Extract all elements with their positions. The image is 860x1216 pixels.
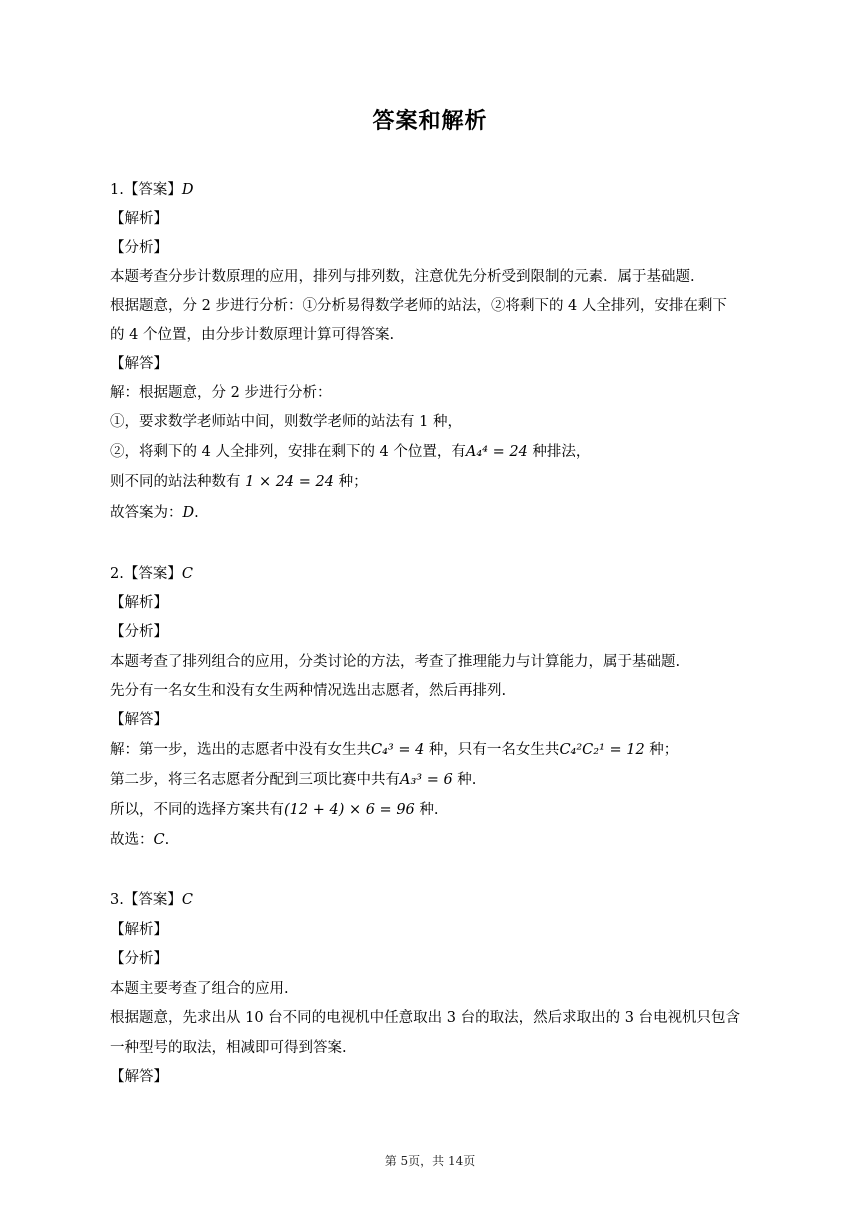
q2-sol1-formula: C₄³ = 4 [371,742,425,758]
q2-sol3-formula: (12 + 4) × 6 = 96 [284,802,415,818]
q2-answer-line [110,564,760,584]
q1-solution-3 [110,442,760,462]
q1-solution-5 [110,503,760,523]
q1-jieda: 【解答】 [110,356,168,372]
q2-sol1-text-a: 解：第一步，选出的志愿者中没有女生共 [110,742,371,758]
q1-sol3-formula: A₄⁴ = 24 [465,444,528,460]
q2-sol2-text-a: 第二步，将三名志愿者分配到三项比赛中共有 [110,772,400,788]
q2-fenxi-text-1: 本题考查了排列组合的应用，分类讨论的方法，考查了推理能力与计算能力，属于基础题. [110,654,681,670]
q2-jieda: 【解答】 [110,712,168,728]
page-footer: 第 5页，共 14页 [384,1154,476,1168]
q1-sol3-text-a: ②，将剩下的 4 人全排列，安排在剩下的 4 个位置，有 [110,444,466,460]
q2-sol4-text-a: 故选： [110,832,154,848]
q2-fenxi-text-2: 先分有一名女生和没有女生两种情况选出志愿者，然后再排列. [110,683,507,699]
q2-sol2-text-b: 种. [452,772,477,788]
q1-sol4-text-a: 则不同的站法种数有 [110,474,246,490]
q3-answer: C [181,892,193,908]
q3-fenxi-text-3: 一种型号的取法，相减即可得到答案. [110,1040,347,1056]
q2-solution-2 [110,770,760,790]
q2-sol1-text-c: 种； [644,742,679,758]
q1-answer: D [181,182,194,198]
q2-answer: C [181,566,193,582]
q1-fenxi-text-1: 本题考查分步计数原理的应用，排列与排列数，注意优先分析受到限制的元素．属于基础题. [110,269,695,285]
q2-sol4-formula: C [153,832,165,848]
q1-fenxi: 【分析】 [110,240,168,256]
q3-fenxi: 【分析】 [110,951,168,967]
q2-fenxi: 【分析】 [110,624,168,640]
q1-fenxi-text-3: 的 4 个位置，由分步计数原理计算可得答案. [110,327,395,343]
q1-fenxi-text-2: 根据题意，分 2 步进行分析：①分析易得数学老师的站法，②将剩下的 4 人全排列，安排在剩下 [110,298,727,314]
q1-header: 1.【答案】 [110,182,182,198]
q2-jiexi: 【解析】 [110,595,168,611]
q2-sol1-formula-2: C₄²C₂¹ = 12 [559,742,645,758]
q1-solution-2: ①，要求数学老师站中间，则数学老师的站法有 1 种， [110,414,462,430]
q2-sol3-text-b: 种. [414,802,439,818]
q2-solution-1 [110,740,760,760]
q1-solution-4 [110,472,760,492]
q3-header: 3.【答案】 [110,892,182,908]
q1-sol5-text-b: . [194,505,199,521]
q3-fenxi-text-2: 根据题意，先求出从 10 台不同的电视机中任意取出 3 台的取法，然后求取出的 3 台电视机只包含 [110,1010,741,1026]
q1-sol4-formula: 1 × 24 = 24 [245,474,334,490]
q2-solution-3 [110,800,760,820]
q1-sol5-formula: D [182,505,195,521]
q3-answer-line [110,890,760,910]
q2-header: 2.【答案】 [110,566,182,582]
q1-sol3-text-b: 种排法， [527,444,591,460]
q3-jiexi: 【解析】 [110,922,168,938]
q2-sol2-formula: A₃³ = 6 [400,772,453,788]
q3-fenxi-text-1: 本题主要考查了组合的应用. [110,981,289,997]
q1-sol4-text-b: 种； [333,474,368,490]
q1-sol5-text-a: 故答案为： [110,505,183,521]
q2-sol1-text-b: 种，只有一名女生共 [424,742,560,758]
page-title: 答案和解析 [372,109,488,134]
q2-sol3-text-a: 所以，不同的选择方案共有 [110,802,284,818]
q1-answer-line [110,180,760,200]
q1-solution-1: 解：根据题意，分 2 步进行分析： [110,385,332,401]
q3-jieda: 【解答】 [110,1069,168,1085]
q2-solution-4 [110,830,760,850]
q2-sol4-text-b: . [164,832,170,848]
q1-jiexi: 【解析】 [110,211,168,227]
